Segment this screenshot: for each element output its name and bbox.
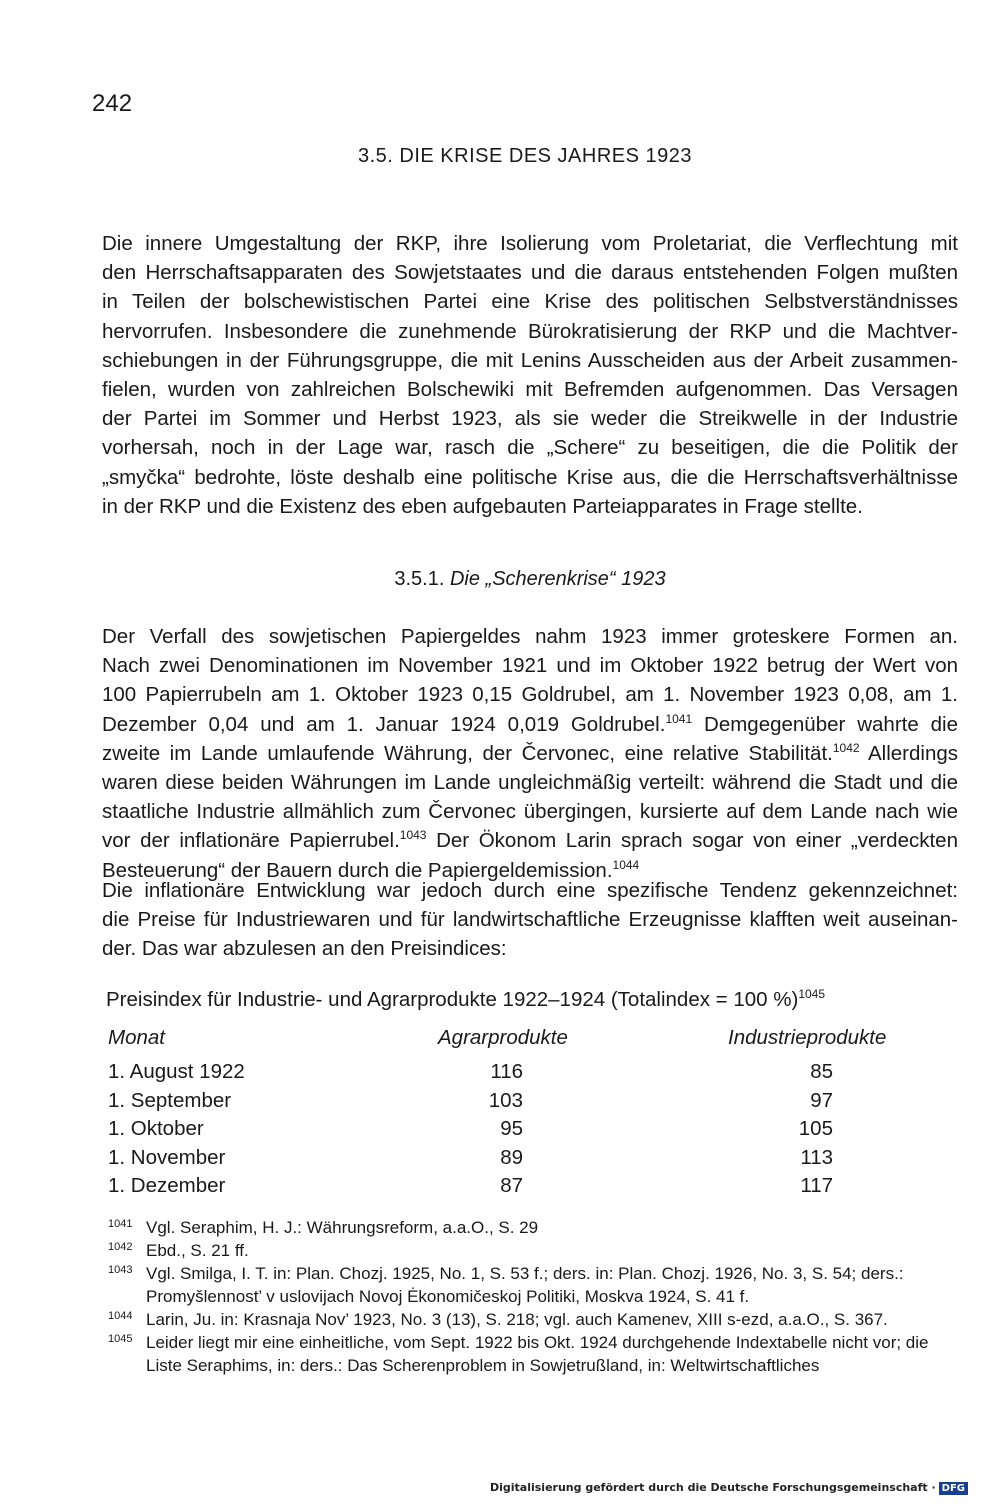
footnote [108, 1331, 968, 1377]
text-line: der. Das war abzulesen an den Preisindices: [102, 937, 507, 961]
footnote-number: 1041 [108, 1218, 133, 1230]
text-line: hervorrufen. Insbesondere die zunehmende Bürokratisierung der RKP und die Machtver- [102, 319, 958, 343]
text-line: Nach zwei Denominationen im November 1921 und im Oktober 1922 betrug der Wert von [102, 654, 958, 678]
footnote-text: Larin, Ju. in: Krasnaja Nov’ 1923, No. 3 (13), S. 218; vgl. auch Kamenev, XIII s-ezd, a.a.O., S. 367. [146, 1310, 888, 1329]
text-line: waren diese beiden Währungen im Lande ungleichmäßig verteilt: während die Stadt und die [102, 771, 958, 795]
footnote-text: Vgl. Smilga, I. T. in: Plan. Chozj. 1925, No. 1, S. 53 f.; ders. in: Plan. Chozj. 1926, No. 3, S. 54; ders.: Promyšlennost’ v uslovijach Novoj Ėkonomičeskoj Politiki, Moskva 1924, S. 41 f. [146, 1264, 904, 1306]
table-row [108, 1117, 908, 1146]
footnote-number: 1043 [108, 1264, 133, 1276]
table-row [108, 1146, 908, 1175]
text-line: Die innere Umgestaltung der RKP, ihre Isolierung vom Proletariat, die Verflechtung mit [102, 232, 958, 255]
text-line: den Herrschaftsapparaten des Sowjetstaates und die daraus entstehenden Folgen mußten [102, 261, 958, 285]
footnotes [108, 1216, 968, 1377]
subsection-heading: Die „Scherenkrise“ 1923 [449, 568, 666, 590]
footnote-text: Vgl. Seraphim, H. J.: Währungsreform, a.a.O., S. 29 [146, 1218, 539, 1237]
digitization-credit: Digitalisierung gefördert durch die Deutsche Forschungsgemeinschaft · DFG [490, 1481, 968, 1495]
cell-month: 1. August 1922 [108, 1060, 245, 1083]
paragraph-currency [102, 622, 958, 885]
text-line: fielen, wurden von zahlreichen Bolschewiki mit Befremden aufgenommen. Das Versagen [102, 378, 958, 402]
cell-industrie: 85 [810, 1060, 833, 1083]
footnote [108, 1239, 968, 1262]
text-line: der Partei im Sommer und Herbst 1923, als sie weder die Streikwelle in der Industrie [102, 407, 958, 431]
cell-industrie: 117 [800, 1174, 833, 1197]
footnote [108, 1216, 968, 1239]
footnote-ref: 1045 [798, 987, 826, 1002]
text-line: vor der inflationäre Papierrubel.$^{1043}$ Der Ökonom Larin sprach sogar von einer „verdeckten [102, 828, 958, 853]
cell-month: 1. September [108, 1088, 232, 1112]
footnote-text: Ebd., S. 21 ff. [146, 1241, 249, 1260]
cell-industrie: 97 [810, 1088, 833, 1112]
text-line: staatliche Industrie allmählich zum Červonec übergingen, kursierte auf dem Lande nach wie [102, 800, 958, 824]
cell-month: 1. November [108, 1145, 226, 1169]
cell-industrie: 113 [800, 1145, 833, 1169]
text-line: schiebungen in der Führungsgruppe, die mit Lenins Ausscheiden aus der Arbeit zusammen- [102, 348, 958, 372]
cell-agrar: 89 [500, 1145, 523, 1169]
text-line: die Preise für Industriewaren und für landwirtschaftliche Erzeugnisse klafften weit auseinan- [102, 908, 958, 932]
footnote-number: 1044 [108, 1310, 133, 1322]
page-number: 242 [92, 90, 133, 117]
footnote-ref: 1043 [399, 828, 427, 843]
table-row [108, 1174, 908, 1203]
footnote-number: 1045 [108, 1333, 133, 1345]
cell-industrie: 105 [798, 1117, 833, 1140]
column-header-agrar: Agrarprodukte [438, 1026, 568, 1049]
section-title: 3.5. DIE KRISE DES JAHRES 1923 [357, 145, 693, 167]
table-header-row [108, 1026, 908, 1060]
text-line: zweite im Lande umlaufende Währung, der Červonec, eine relative Stabilität.$^{1042}$ Allerdings [102, 740, 958, 765]
price-index-table [108, 1026, 908, 1203]
text-line: „smyčka“ bedrohte, löste deshalb eine politische Krise aus, die die Herrschaftsverhältnisse [102, 465, 958, 489]
column-header-month: Monat [108, 1026, 165, 1049]
subsection-title [0, 568, 1000, 591]
text-line: Der Verfall des sowjetischen Papiergeldes nahm 1923 immer groteskere Formen an. [102, 625, 958, 648]
text-line: in der RKP und die Existenz des eben aufgebauten Parteiapparates in Frage stellte. [102, 494, 863, 518]
subsection-number: 3.5.1. [394, 568, 445, 590]
footnote [108, 1308, 968, 1331]
text-line: vorhersah, noch in der Lage war, rasch die „Schere“ zu beseitigen, die die Politik der [102, 436, 958, 460]
paragraph-intro [102, 229, 958, 521]
cell-agrar: 87 [500, 1174, 523, 1197]
dfg-logo: DFG [939, 1482, 968, 1495]
table-caption: Preisindex für Industrie- und Agrarprodukte 1922–1924 (Totalindex = 100 %)$^{1045}$ [106, 987, 826, 1011]
text-line: Die inflationäre Entwicklung war jedoch durch eine spezifische Tendenz gekennzeichnet: [102, 879, 958, 902]
footnote-text: Leider liegt mir eine einheitliche, vom Sept. 1922 bis Okt. 1924 durchgehende Indextabelle nicht vor; die Liste Seraphims, in: ders.: Das Scherenproblem in Sowjetrußland, in: Weltwirtschaftliches [146, 1333, 929, 1375]
text-line: Besteuerung“ der Bauern durch die Papiergeldemission.$^{1044}$ [102, 857, 640, 882]
text-line: Dezember 0,04 und am 1. Januar 1924 0,019 Goldrubel.$^{1041}$ Demgegenüber wahrte die [102, 711, 958, 736]
cell-agrar: 103 [488, 1088, 523, 1112]
footnote-ref: 1042 [832, 740, 860, 755]
table-row [108, 1089, 908, 1118]
text-line: in Teilen der bolschewistischen Partei eine Krise des politischen Selbstverständnisses [102, 290, 958, 314]
cell-month: 1. Oktober [108, 1117, 204, 1140]
column-header-industrie: Industrieprodukte [728, 1026, 887, 1049]
table-row [108, 1060, 908, 1089]
footnote-ref: 1041 [665, 711, 693, 726]
paragraph-price-indices [102, 876, 958, 964]
footnote [108, 1262, 968, 1308]
cell-agrar: 95 [500, 1117, 523, 1140]
footnote-number: 1042 [108, 1241, 133, 1253]
text-line: 100 Papierrubeln am 1. Oktober 1923 0,15 Goldrubel, am 1. November 1923 0,08, am 1. [102, 683, 958, 707]
cell-agrar: 116 [490, 1060, 523, 1083]
footnote-ref: 1044 [612, 857, 640, 872]
cell-month: 1. Dezember [108, 1174, 226, 1197]
